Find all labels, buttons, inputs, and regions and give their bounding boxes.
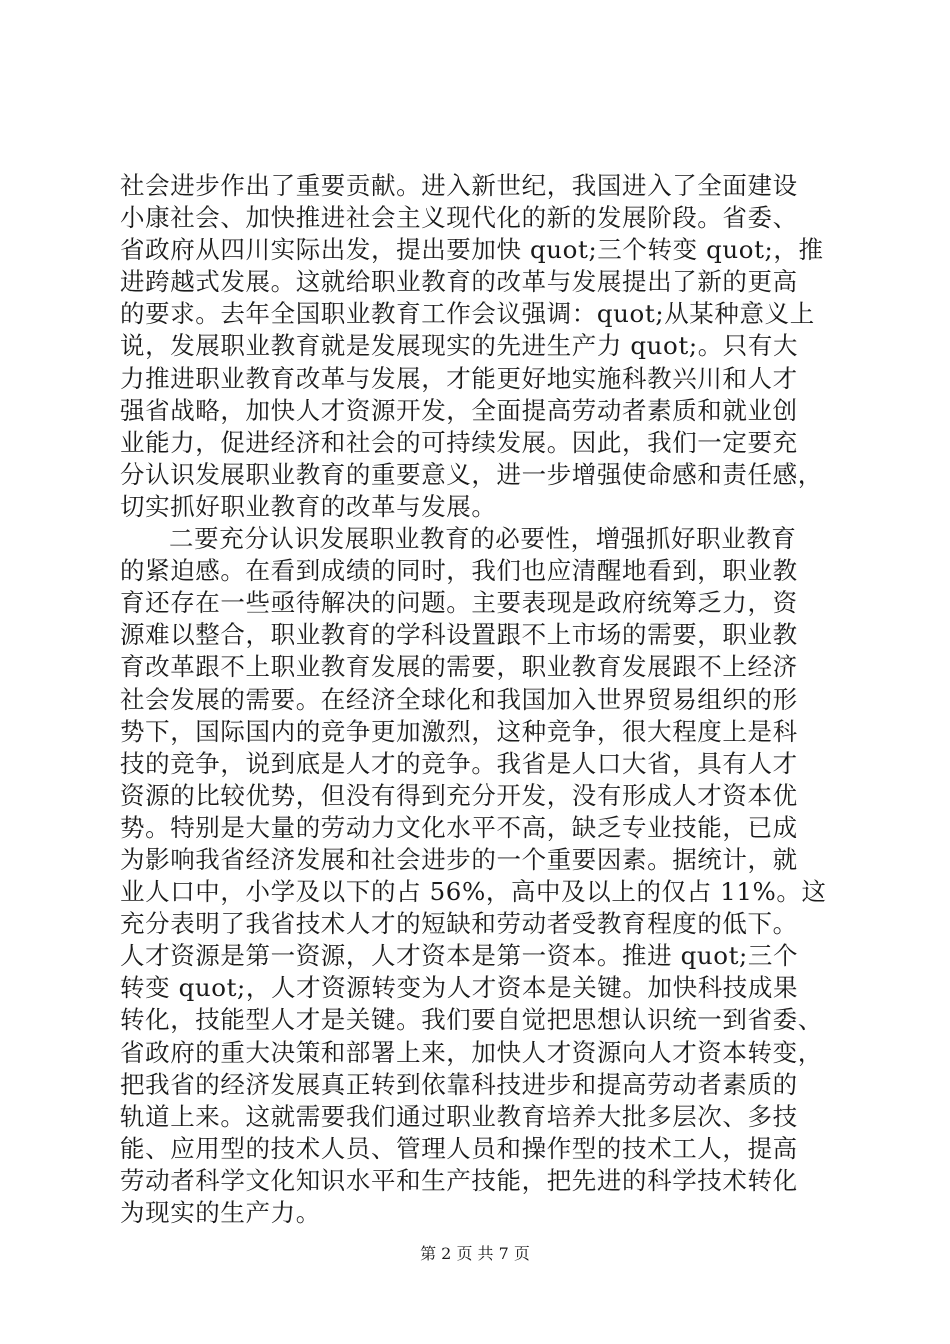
text-line: 力推进职业教育改革与发展，才能更好地实施科教兴川和人才 bbox=[120, 363, 798, 393]
text-line: 社会发展的需要。在经济全球化和我国加入世界贸易组织的形 bbox=[120, 684, 798, 714]
text-line: 为现实的生产力。 bbox=[120, 1198, 321, 1227]
text-line: 源难以整合，职业教育的学科设置跟不上市场的需要，职业教 bbox=[120, 620, 798, 650]
text-line: 说，发展职业教育就是发展现实的先进生产力 quot;。只有大 bbox=[120, 331, 799, 361]
text-line: 转化，技能型人才是关键。我们要自觉把思想认识统一到省委、 bbox=[120, 1005, 823, 1035]
text-line: 势。特别是大量的劳动力文化水平不高，缺乏专业技能，已成 bbox=[120, 812, 798, 842]
text-line: 转变 quot;，人才资源转变为人才资本是关键。加快科技成果 bbox=[120, 973, 799, 1003]
text-line: 业能力，促进经济和社会的可持续发展。因此，我们一定要充 bbox=[120, 427, 798, 457]
text-line: 省政府的重大决策和部署上来，加快人才资源向人才资本转变， bbox=[120, 1037, 823, 1067]
text-line: 省政府从四川实际出发，提出要加快 quot;三个转变 quot;，推 bbox=[120, 235, 824, 265]
text-line: 育还存在一些亟待解决的问题。主要表现是政府统筹乏力，资 bbox=[120, 588, 798, 618]
text-line: 资源的比较优势，但没有得到充分开发，没有形成人才资本优 bbox=[120, 780, 798, 810]
text-line: 能、应用型的技术人员、管理人员和操作型的技术工人，提高 bbox=[120, 1133, 798, 1163]
text-line: 小康社会、加快推进社会主义现代化的新的发展阶段。省委、 bbox=[120, 203, 798, 233]
text-line: 进跨越式发展。这就给职业教育的改革与发展提出了新的更高 bbox=[120, 267, 798, 297]
text-line: 社会进步作出了重要贡献。进入新世纪，我国进入了全面建设 bbox=[120, 171, 798, 200]
text-line: 业人口中，小学及以下的占 56%，高中及以上的仅占 11%。这 bbox=[120, 877, 827, 907]
text-line: 分认识发展职业教育的重要意义，进一步增强使命感和责任感， bbox=[120, 459, 823, 489]
text-line: 技的竞争，说到底是人才的竞争。我省是人口大省，具有人才 bbox=[120, 748, 798, 778]
text-line: 充分表明了我省技术人才的短缺和劳动者受教育程度的低下。 bbox=[120, 909, 798, 939]
text-line: 的要求。去年全国职业教育工作会议强调：quot;从某种意义上 bbox=[120, 299, 815, 329]
text-line: 的紧迫感。在看到成绩的同时，我们也应清醒地看到，职业教 bbox=[120, 556, 798, 586]
page-footer bbox=[0, 1244, 950, 1264]
text-line: 为影响我省经济发展和社会进步的一个重要因素。据统计，就 bbox=[120, 844, 798, 874]
text-line: 劳动者科学文化知识水平和生产技能，把先进的科学技术转化 bbox=[120, 1165, 798, 1195]
text-line: 育改革跟不上职业教育发展的需要，职业教育发展跟不上经济 bbox=[120, 652, 798, 682]
text-line: 轨道上来。这就需要我们通过职业教育培养大批多层次、多技 bbox=[120, 1101, 798, 1131]
text-line: 势下，国际国内的竞争更加激烈，这种竞争，很大程度上是科 bbox=[120, 716, 798, 746]
text-line: 把我省的经济发展真正转到依靠科技进步和提高劳动者素质的 bbox=[120, 1069, 798, 1099]
text-line: 强省战略，加快人才资源开发，全面提高劳动者素质和就业创 bbox=[120, 395, 798, 425]
document-body bbox=[120, 170, 840, 1229]
page-number-label: 第 2 页 共 7 页 bbox=[420, 1244, 530, 1263]
text-line: 切实抓好职业教育的改革与发展。 bbox=[120, 491, 497, 521]
text-line: 人才资源是第一资源，人才资本是第一资本。推进 quot;三个 bbox=[120, 941, 799, 971]
paragraph-first-line: 二要充分认识发展职业教育的必要性，增强抓好职业教育 bbox=[169, 524, 797, 554]
